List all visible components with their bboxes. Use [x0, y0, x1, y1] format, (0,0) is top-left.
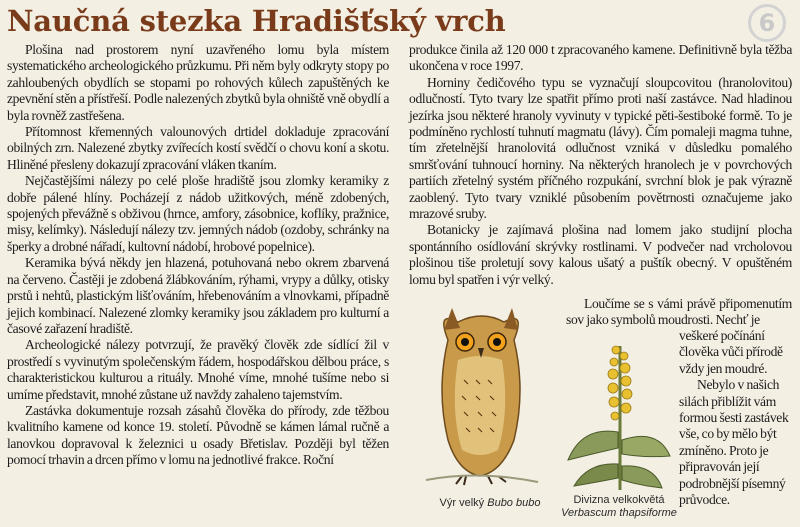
- paragraph: Nejčastějšími nálezy po celé ploše hradiště jsou zlomky keramiky z dobře pálené hlíny. Pocházejí z nádob užitkových, méně zdobených, spojených převážně s obživou (hrnce, amfory, zásobnice, koflíky, pražnice, misy, kelímky). Následují nálezy tzv. jemných nádob (ozdoby, schránky na šperky a drobné nářadí, kultovní nádobí, hrobové popelnice).: [7, 173, 389, 254]
- paragraph: produkce činila až 120 000 t zpracovaného kamene. Definitivně byla těžba ukončena v roce 1997.: [409, 42, 792, 74]
- plant-latin-name: Verbascum thapsiforme: [561, 507, 677, 519]
- stop-number-badge: 6: [748, 4, 786, 42]
- paragraph: veškeré počínání člověka vůči přírodě vždy jen moudré.: [679, 328, 783, 376]
- owl-illustration: [418, 300, 546, 490]
- paragraph: Keramika bývá někdy jen hlazená, potuhovaná nebo okrem zbarvená na červeno. Častěji je zdobená žlábkováním, rýhami, vrypy a důlky, otisky prstů i nehtů, plastickým lišťováním, hřebenováním a vlnovkami, případně jejich kombinací. Nalezené zlomky keramiky jsou základem pro kulturní a časové zařazení hradiště.: [7, 255, 389, 336]
- paragraph: Plošina nad prostorem nyní uzavřeného lomu byla místem systematického archeologického průzkumu. Při něm byly odkryty stopy po zahloubených obydlích se stopami po rohových kůlech zapuštěných ke zpevnění stěn a přístřeší. Podle nalezených zbytků byla ohniště vně obydlí a byla rovněž zastřešena.: [7, 42, 389, 123]
- paragraph: Nebylo v našich silách přiblížit vám formou šesti zastávek vše, co by mělo být zmíněno. Proto je připravován její podrobnější písemný průvodce.: [679, 377, 789, 508]
- paragraph: Botanicky je zajímavá plošina nad lomem jako studijní plocha spontánního osídlování skrývky rostlinami. V podvečer nad vrcholovou plošinou tiše proletují sovy kalous ušatý a puštík obecný. V opuštěném lomu byl spatřen i výr velký.: [409, 222, 792, 287]
- closing-text-column: [679, 328, 792, 508]
- paragraph: Přítomnost křemenných valounových drtidel dokladuje zpracování obilných zrn. Nalezené zbytky zvířecích kostí svědčí o chovu koní a skotu. Hliněné přesleny dokazují zpracování vláken tkaním.: [7, 124, 389, 172]
- plant-caption: [560, 494, 678, 520]
- owl-common-name: Výr velký: [439, 497, 488, 509]
- right-column: [409, 42, 792, 288]
- left-column: [7, 42, 389, 469]
- owl-caption: [420, 497, 560, 510]
- owl-latin-name: Bubo bubo: [487, 497, 541, 509]
- paragraph: Loučíme se s vámi právě připomenutím sov jako symbolů moudrosti. Nechť je: [566, 296, 792, 328]
- mullein-illustration: [562, 336, 674, 492]
- closing-text-top: [566, 296, 792, 329]
- paragraph: Horniny čedičového typu se vyznačují sloupcovitou (hranolovitou) odlučností. Tyto tvary lze spatřit přímo proti naší zastávce. Nad hladinou jezírka jsou některé hranoly vyvinuty v typické pěti-šestiboké formě. To je podmíněno rychlostí tuhnutí magmatu (lávy). Čím pomaleji magma tuhne, tím zřetelnější hranolovitá odlučnost vzniká v důsledku pomalého smršťování tuhnoucí horniny. Na některých hranolech je v povrchových partiích zřetelný systém příčného rozpukání, svrchní blok je pak výrazně zaoblený. Tyto tvary vzniklé působením povětrnosti označujeme jako mrazové sruby.: [409, 74, 792, 222]
- page-title: Naučná stezka Hradišťský vrch: [7, 4, 506, 38]
- paragraph: Archeologické nálezy potvrzují, že pravěký člověk zde sídlící žil v prostředí s vyvinutým společenským řádem, hospodářskou dělbou práce, s charakteristickou kulturou a rituály. Mnohé víme, mnohé tušíme nebo si umíme představit, mnohé zůstane už navždy zahaleno tajemstvím.: [7, 337, 389, 402]
- plant-common-name: Divizna velkokvětá: [573, 494, 665, 506]
- paragraph: Zastávka dokumentuje rozsah zásahů člověka do přírody, zde těžbou kvalitního kamene od konce 19. století. Původně se kámen lámal ručně a lanovkou dopravoval k železnici u osady Břetislav. Později byl těžen pomocí trhavin a drcen přímo v lomu na jednotlivé frakce. Roční: [7, 402, 389, 468]
